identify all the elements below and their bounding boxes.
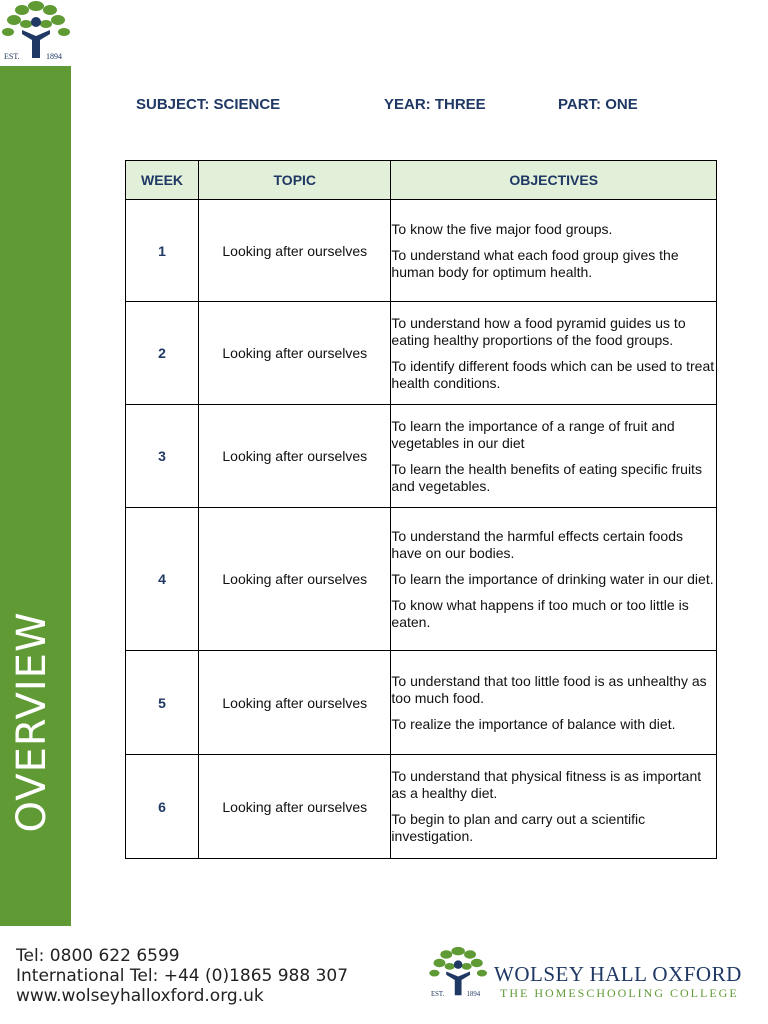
subject-label: SUBJECT: SCIENCE bbox=[136, 96, 281, 113]
objective-item: To realize the importance of balance with diet. bbox=[391, 715, 676, 732]
objectives-cell bbox=[391, 508, 717, 651]
table-row bbox=[126, 405, 717, 508]
topic-cell: Looking after ourselves bbox=[199, 200, 391, 302]
sidebar-label: OVERVIEW bbox=[9, 611, 55, 833]
brand-name: WOLSEY HALL OXFORD bbox=[494, 962, 742, 986]
tree-logo-icon bbox=[424, 946, 494, 1002]
objective-item: To understand that too little food is as unhealthy as too much food. bbox=[391, 672, 707, 706]
year-label: YEAR: THREE bbox=[384, 96, 486, 113]
topic-cell: Looking after ourselves bbox=[199, 651, 391, 755]
tree-logo-icon bbox=[0, 0, 74, 66]
objective-item: To identify different foods which can be used to treat health conditions. bbox=[391, 357, 715, 391]
logo-est-year: 1894 bbox=[46, 52, 62, 61]
topic-column-header: TOPIC bbox=[199, 161, 391, 200]
topic-cell: Looking after ourselves bbox=[199, 302, 391, 405]
objective-item: To learn the importance of a range of fruit and vegetables in our diet bbox=[391, 417, 675, 451]
schedule-table bbox=[125, 160, 717, 859]
footer-phone: Tel: 0800 622 6599 bbox=[16, 946, 180, 966]
objectives-cell bbox=[391, 405, 717, 508]
objectives-cell bbox=[391, 302, 717, 405]
objectives-cell bbox=[391, 651, 717, 755]
objective-item: To know the five major food groups. bbox=[391, 220, 613, 237]
brand-tagline: THE HOMESCHOOLING COLLEGE bbox=[500, 986, 739, 1000]
week-column-header: WEEK bbox=[126, 161, 199, 200]
objective-item: To learn the importance of drinking water in our diet. bbox=[391, 570, 714, 587]
objectives-cell bbox=[391, 755, 717, 859]
week-number: 3 bbox=[126, 405, 199, 508]
table-row bbox=[126, 302, 717, 405]
course-header bbox=[0, 96, 768, 116]
table-row bbox=[126, 651, 717, 755]
week-number: 6 bbox=[126, 755, 199, 859]
footer-website-link[interactable]: www.wolseyhalloxford.org.uk bbox=[16, 986, 264, 1006]
objectives-cell bbox=[391, 200, 717, 302]
footer-contact bbox=[16, 946, 348, 1006]
objective-item: To understand how a food pyramid guides us to eating healthy proportions of the food groups. bbox=[391, 314, 686, 348]
topic-cell: Looking after ourselves bbox=[199, 405, 391, 508]
table-header-row bbox=[126, 161, 717, 200]
week-number: 1 bbox=[126, 200, 199, 302]
footer-brand bbox=[494, 962, 742, 1000]
week-number: 5 bbox=[126, 651, 199, 755]
objective-item: To understand the harmful effects certain foods have on our bodies. bbox=[391, 527, 684, 561]
table-row bbox=[126, 508, 717, 651]
logo-est-label: EST. bbox=[4, 52, 20, 61]
logo-est-label: EST. bbox=[431, 991, 445, 999]
objective-item: To begin to plan and carry out a scientific investigation. bbox=[391, 811, 646, 844]
topic-cell: Looking after ourselves bbox=[199, 508, 391, 651]
objectives-column-header: OBJECTIVES bbox=[391, 161, 717, 200]
part-label: PART: ONE bbox=[558, 96, 638, 113]
objective-item: To understand that physical fitness is as important as a healthy diet. bbox=[391, 768, 702, 801]
topic-cell: Looking after ourselves bbox=[199, 755, 391, 859]
table-row bbox=[126, 200, 717, 302]
objective-item: To know what happens if too much or too little is eaten. bbox=[391, 596, 689, 630]
objective-item: To understand what each food group gives the human body for optimum health. bbox=[391, 246, 679, 280]
objective-item: To learn the health benefits of eating specific fruits and vegetables. bbox=[391, 460, 702, 494]
footer-intl-phone: International Tel: +44 (0)1865 988 307 bbox=[16, 966, 349, 986]
week-number: 2 bbox=[126, 302, 199, 405]
table-row bbox=[126, 755, 717, 859]
logo-est-year: 1894 bbox=[466, 991, 481, 999]
week-number: 4 bbox=[126, 508, 199, 651]
